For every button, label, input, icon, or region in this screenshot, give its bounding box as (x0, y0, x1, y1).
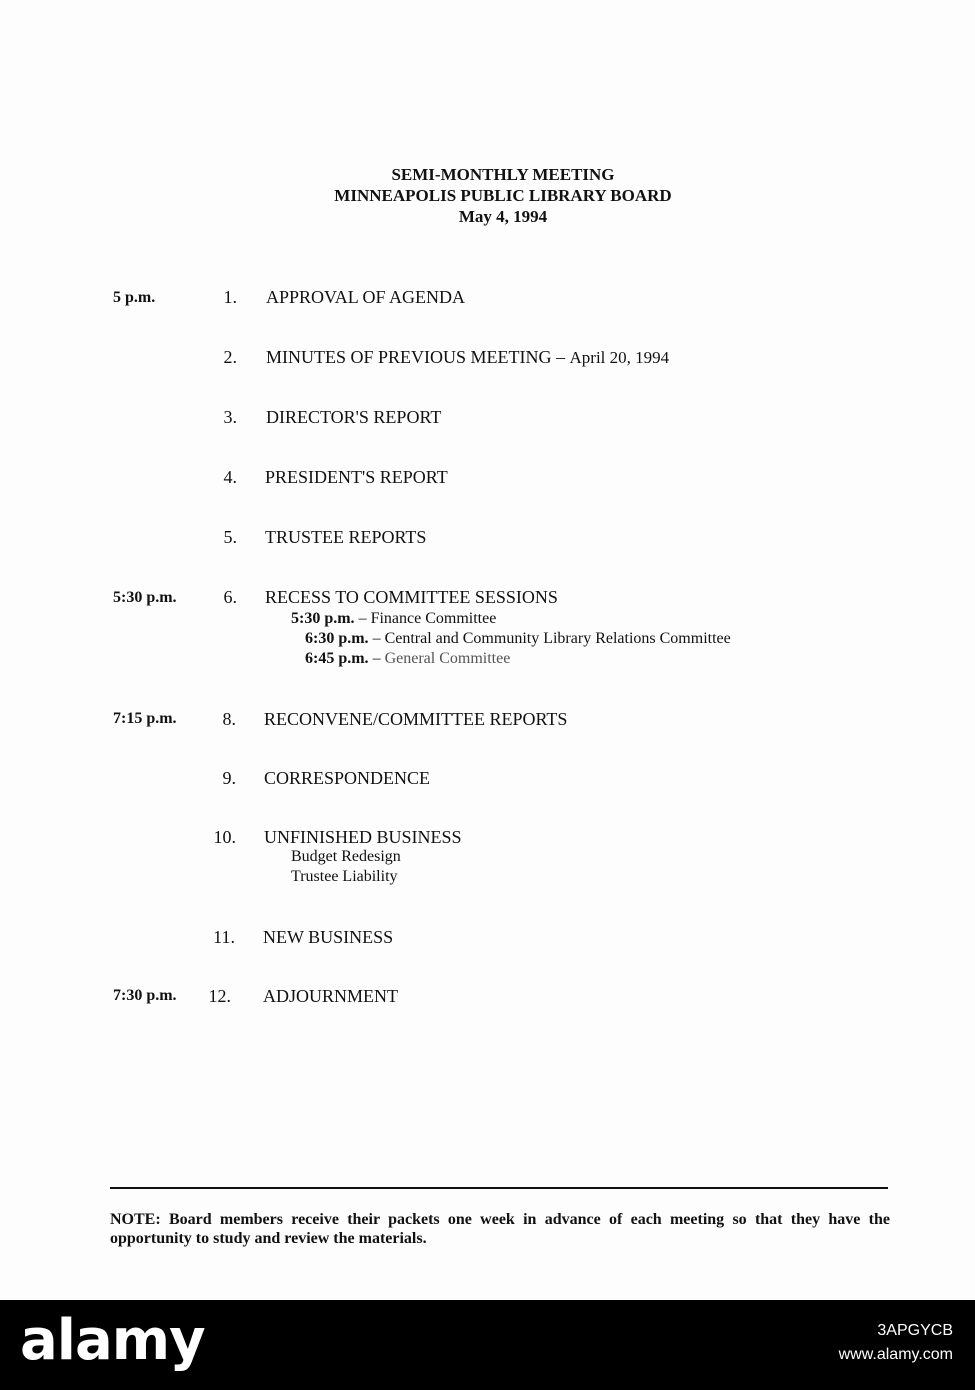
agenda-title: APPROVAL OF AGENDA (266, 287, 466, 307)
agenda-number: 6. (223, 587, 237, 607)
session-name: Central and Community Library Relations Committee (384, 630, 731, 647)
agenda-number: 9. (222, 768, 236, 788)
dash: – (358, 610, 367, 627)
minutes-date: April 20, 1994 (569, 348, 670, 367)
agenda-number: 10. (213, 827, 236, 847)
alamy-logo: alamy (20, 1308, 205, 1373)
agenda-time: 5:30 p.m. (113, 589, 177, 606)
agenda-time: 5 p.m. (113, 289, 156, 306)
session-name: Finance Committee (370, 610, 497, 627)
image-code: 3APGYCB (877, 1322, 953, 1339)
agenda-number: 1. (223, 287, 237, 307)
agenda-title: CORRESPONDENCE (264, 768, 431, 788)
agenda-title: MINUTES OF PREVIOUS MEETING (266, 347, 552, 367)
agenda-time: 7:30 p.m. (113, 987, 177, 1004)
organization-name: MINNEAPOLIS PUBLIC LIBRARY BOARD (334, 186, 672, 205)
agenda-title: DIRECTOR'S REPORT (266, 407, 442, 427)
agenda-item-minutes (266, 346, 669, 369)
meeting-date: May 4, 1994 (458, 207, 548, 226)
dash: – (372, 630, 381, 647)
dash: – (372, 650, 381, 667)
note-label: NOTE: (110, 1211, 161, 1228)
agenda-title: ADJOURNMENT (263, 986, 398, 1006)
footnote (110, 1210, 890, 1248)
agenda-number: 11. (213, 927, 235, 947)
note-text: Board members receive their packets one week in advance of each meeting so that they have the opportunity to study and review the materials. (110, 1211, 890, 1247)
agenda-number: 5. (223, 527, 237, 547)
agenda-title: UNFINISHED BUSINESS (264, 827, 462, 847)
agenda-time: 7:15 p.m. (113, 710, 177, 727)
session-time: 6:45 p.m. (305, 650, 369, 667)
agenda-title: TRUSTEE REPORTS (265, 527, 427, 547)
agenda-title: RECONVENE/COMMITTEE REPORTS (264, 709, 568, 729)
committee-session (305, 629, 731, 649)
document-header (0, 164, 975, 227)
agenda-number: 8. (222, 709, 236, 729)
agenda-title: PRESIDENT'S REPORT (265, 467, 448, 487)
agenda-number: 3. (223, 407, 237, 427)
session-name: General Committee (384, 650, 511, 667)
unfinished-subitem: Trustee Liability (291, 868, 398, 885)
agenda-number: 12. (208, 986, 231, 1006)
committee-session (291, 609, 496, 629)
session-time: 5:30 p.m. (291, 610, 355, 627)
dash: – (556, 347, 566, 367)
meeting-type: SEMI-MONTHLY MEETING (391, 165, 615, 184)
agenda-number: 4. (223, 467, 237, 487)
agenda-title: RECESS TO COMMITTEE SESSIONS (265, 587, 558, 607)
agenda-number: 2. (223, 347, 237, 367)
unfinished-subitem: Budget Redesign (291, 848, 401, 865)
divider (110, 1187, 888, 1189)
committee-session (305, 649, 510, 669)
agenda-title: NEW BUSINESS (263, 927, 394, 947)
session-time: 6:30 p.m. (305, 630, 369, 647)
watermark-url: www.alamy.com (838, 1346, 953, 1363)
